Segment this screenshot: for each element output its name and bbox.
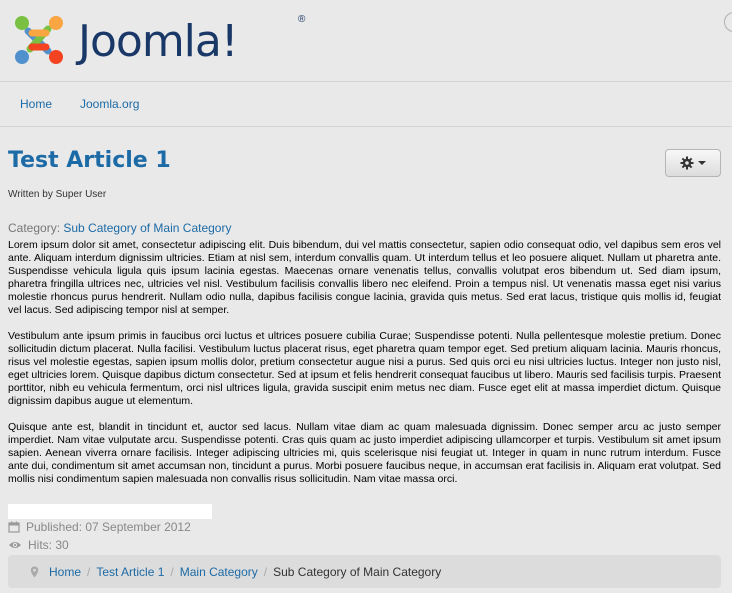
category-link[interactable]: Sub Category of Main Category — [63, 221, 232, 235]
breadcrumb — [8, 555, 721, 588]
wordmark-bang: ! — [220, 16, 238, 67]
breadcrumb-separator: / — [263, 564, 268, 579]
calendar-icon — [8, 521, 20, 533]
article-category — [8, 221, 231, 235]
corner-edge — [724, 12, 732, 32]
article-tools-button[interactable] — [665, 149, 721, 177]
wordmark-text: Joomla — [78, 16, 221, 67]
article-paragraph: Quisque ante est, blandit in tincidunt et, auctor sed lacus. Nullam vitae diam ac quam malesuada dignissim. Donec semper arcu ac justo semper imperdiet. Nam vitae vulputate arcu. Suspendisse potenti. Cras quis quam ac justo imperdiet adipiscing ullamcorper et turpis. Vestibulum sit amet ipsum sapien. Aenean viverra ornare facilisis. Integer adipiscing ultricies mi, quis scelerisque nisi feugiat ut. Integer in quam in nunc rutrum interdum. Fusce ante dui, condimentum sit amet accumsan non, tincidunt a purus. Morbi posuere faucibus neque, in accumsan erat facilisis in. Aliquam erat volutpat. Sed mollis nisi condimentum sapien malesuada non convallis risus sollicitudin. Nam vitae massa orci. — [8, 421, 721, 485]
eye-icon — [8, 540, 22, 550]
hits-count: Hits: 30 — [28, 538, 69, 552]
registered-mark: ® — [298, 14, 306, 25]
site-header — [0, 0, 732, 82]
hits-info — [8, 538, 69, 552]
published-info — [8, 520, 191, 534]
article-title[interactable]: Test Article 1 — [8, 148, 171, 173]
breadcrumb-current: Sub Category of Main Category — [273, 564, 442, 579]
breadcrumb-separator: / — [87, 564, 91, 579]
main-nav — [0, 83, 732, 127]
breadcrumb-home[interactable]: Home — [49, 564, 82, 579]
nav-item-joomla-org[interactable]: Joomla.org — [80, 97, 140, 111]
article-paragraph: Vestibulum ante ipsum primis in faucibus orci luctus et ultrices posuere cubilia Curae; Suspendisse potenti. Nulla pellentesque molestie pretium. Donec sollicitudin dictum placerat. Nulla facilisi. Vestibulum luctus placerat risus, eget pharetra quam tempor eget. Sed pretium aliquam lacinia. Mauris rhoncus, risus vel molestie egestas, sapien ipsum mollis dolor, pretium consectetur augue nisi a purus. Sed quis orci eu nisi ultricies luctus. Integer non justo nisl, eget ultricies lorem. Quisque dapibus dictum consectetur. Sed at ipsum et felis hendrerit consequat faucibus ut libero. Mauris sed facilisis turpis. Praesent porttitor, nibh eu vehicula fermentum, orci nisl ultrices ligula, gravida suscipit enim metus nec diam. Fusce eget elit at massa imperdiet dictum. Quisque dignissim dapibus augue ut elementum. — [8, 330, 721, 407]
article-paragraph: Lorem ipsum dolor sit amet, consectetur adipiscing elit. Duis bibendum, dui vel mattis consectetur, sapien odio consequat odio, vel dapibus sem eros vel ante. Aliquam interdum dignissim ultricies. Etiam at nisl sem, interdum convallis quam. Ut interdum tellus et leo posuere aliquet. Nullam ut pharetra ante. Suspendisse vehicula ligula quis ipsum lacinia egestas. Maecenas ornare venenatis tellus, convallis volutpat eros bibendum ut. Sed diam ipsum, pharetra fringilla ultrices nec, ultricies vel nisl. Vestibulum facilisis convallis libero nec eleifend. Proin a tempus nisl. Ut venenatis massa eget nisi varius molestie rhoncus purus hendrerit. Nullam odio nulla, dapibus facilisis congue lacinia, gravida quis metus. Sed erat lacus, tristique quis mollis id, feugiat vel lacus. Sed adipiscing tempor nisl at semper. — [8, 239, 721, 316]
nav-item-home[interactable]: Home — [20, 97, 53, 111]
article-body — [8, 239, 721, 499]
breadcrumb-separator: / — [170, 564, 174, 579]
breadcrumb-test-article[interactable]: Test Article 1 — [96, 564, 165, 579]
site-wordmark[interactable] — [78, 14, 238, 70]
published-date: Published: 07 September 2012 — [26, 520, 191, 534]
gear-icon — [680, 156, 694, 170]
category-label: Category: — [8, 221, 61, 235]
article-author: Written by Super User — [8, 189, 107, 200]
map-pin-icon — [30, 566, 39, 578]
breadcrumb-main-category[interactable]: Main Category — [179, 564, 258, 579]
chevron-down-icon — [698, 161, 706, 165]
joomla-logo-icon[interactable] — [8, 9, 70, 71]
blank-strip — [8, 504, 212, 519]
